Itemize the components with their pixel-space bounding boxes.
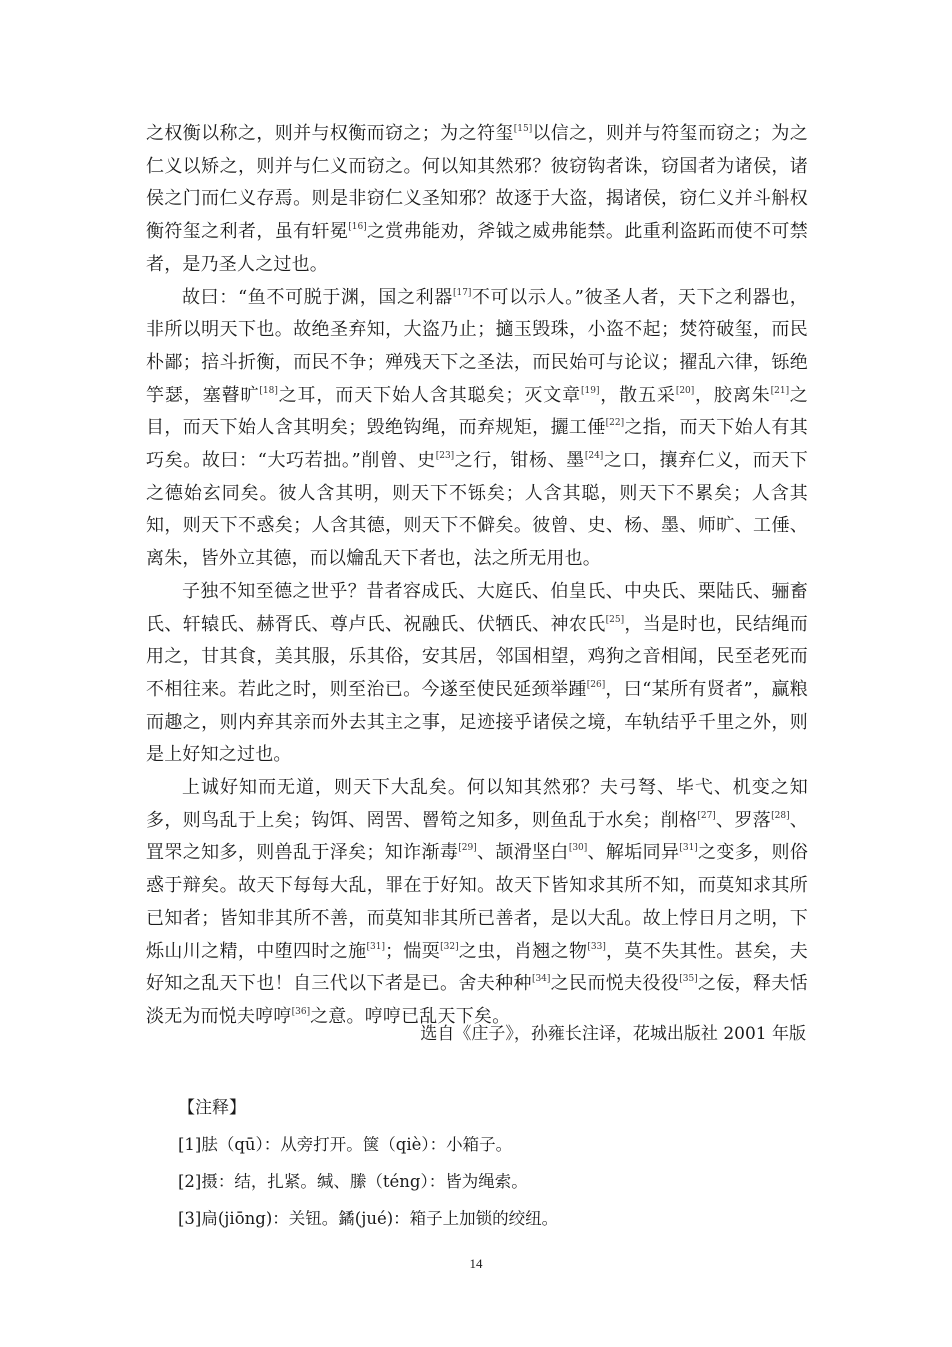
footnote-marker: [17]	[452, 287, 472, 298]
paragraph-text: ，胶离朱	[694, 384, 771, 406]
paragraph-text: 上诚好知而无道，则天下大乱矣。何以知其然邪？夫弓弩、毕弋、机变之知多，则鸟乱于上矣；钩饵、罔罟、罾笱之知多，则鱼乱于水矣；削格	[146, 777, 808, 831]
body-text	[146, 118, 808, 1034]
footnote-marker: [26]	[586, 679, 606, 690]
footnote-marker: [27]	[697, 810, 716, 821]
paragraph-text: 之虫，肖翘之物	[458, 940, 588, 962]
paragraph-text: 之行，钳杨、墨	[454, 450, 585, 472]
paragraph-text: 、颉滑坚白	[476, 842, 569, 864]
paragraph-text: 之佞，释夫恬淡无为而悦夫哼哼	[146, 973, 808, 1027]
note-item: [2]摄：结，扎紧。缄、縢（téng）：皆为绳索。	[178, 1172, 528, 1191]
footnote-marker: [23]	[435, 451, 455, 462]
paragraph-text: 之赏弗能劝，斧钺之威弗能禁。此重利盗跖而使不可禁者，是乃圣人之过也。	[146, 221, 808, 275]
footnote-marker: [25]	[605, 614, 625, 625]
footnote-marker: [34]	[531, 974, 551, 985]
footnote-marker: [16]	[348, 222, 367, 233]
paragraph-text: ，曰“某所有贤者”，赢粮而趣之，则内弃其亲而外去其主之事，足迹接乎诸侯之境，车轨结乎千里之外，则是上好知之过也。	[146, 678, 808, 766]
paragraph-text: ，散五采	[599, 384, 676, 406]
footnote-marker: [31]	[679, 843, 698, 854]
footnote-marker: [21]	[770, 385, 790, 396]
paragraph	[146, 772, 808, 1034]
paragraph-text: ，当是时也，民结绳而用之，甘其食，美其服，乐其俗，安其居，邻国相望，鸡狗之音相闻，民至老死而不相往来。若此之时，则至治已。今遂至使民延颈举踵	[146, 613, 809, 700]
footnote-marker: [15]	[513, 124, 533, 134]
paragraph-text: 不可以示人。”彼圣人者，天下之利器也，非所以明天下也。故绝圣弃知，大盗乃止；擿玉毁珠，小盗不起；焚符破玺，而民朴鄙；掊斗折衡，而民不争；殚残天下之圣法，而民始可与论议；擢乱六律，铄绝竽瑟，塞瞽旷	[146, 286, 808, 406]
paragraph	[146, 118, 808, 282]
paragraph-text: ；惴耎	[384, 940, 441, 962]
footnote-marker: [36]	[291, 1006, 311, 1017]
footnote-marker: [32]	[440, 941, 459, 952]
paragraph-text: 、罝罘之知多，则兽乱于泽矣；知诈渐毒	[146, 809, 808, 864]
paragraph-text: 之权衡以称之，则并与权衡而窃之；为之符玺	[146, 123, 514, 144]
source-citation: 选自《庄子》，孙雍长注译，花城出版社 2001 年版	[420, 1024, 806, 1044]
paragraph-text: 之民而悦夫役役	[550, 973, 680, 995]
paragraph	[146, 282, 808, 576]
footnote-marker: [18]	[259, 385, 278, 396]
paragraph-text: 、罗落	[715, 809, 772, 831]
paragraph-text: 之口，攘弃仁义，而天下之德始玄同矣。彼人含其明，则天下不铄矣；人含其聪，则天下不累矣；人含其知，则天下不惑矣；人含其德，则天下不僻矣。彼曾、史、杨、墨、师旷、工倕、离朱，皆外立其德，而以爚乱天下者也，法之所无用也。	[146, 450, 808, 570]
footnote-marker: [30]	[568, 843, 588, 854]
paragraph-text: 故曰：“鱼不可脱于渊，国之利器	[182, 286, 453, 308]
paragraph	[146, 576, 808, 772]
footnote-marker: [24]	[584, 451, 604, 462]
page-number: 14	[469, 1256, 483, 1271]
paragraph-text: ，莫不失其性。甚矣，夫好知之乱天下也！自三代以下者是已。舍夫种种	[146, 940, 808, 995]
footnote-marker: [19]	[581, 385, 600, 396]
paragraph-text: 之目，而天下始人含其明矣；毁绝钩绳，而弃规矩，攦工倕	[146, 384, 808, 439]
footnote-marker: [31]	[366, 941, 385, 952]
note-item: [3]扃(jiōng)：关钮。鐍(jué)：箱子上加锁的绞纽。	[178, 1209, 559, 1228]
footnote-marker: [33]	[587, 941, 606, 952]
footnote-marker: [22]	[605, 418, 625, 429]
paragraph-text: 、解垢同异	[587, 842, 680, 864]
notes-section	[178, 1095, 798, 1243]
notes-title: 【注释】	[178, 1098, 246, 1118]
paragraph-text: 以信之，则并与符玺而窃之；为之仁义以矫之，则并与仁义而窃之。何以知其然邪？彼窃钩者诛，窃国者为诸侯，诸侯之门而仁义存焉。则是非窃仁义圣知邪？故逐于大盗，揭诸侯，窃仁义并斗斛权衡符玺之利者，虽有轩冕	[146, 123, 809, 243]
paragraph-text: 之变多，则俗惑于辩矣。故天下每每大乱，罪在于好知。故天下皆知求其所不知，而莫知求其所已知者；皆知非其所不善，而莫知非其所已善者，是以大乱。故上悖日月之明，下烁山川之精，中堕四时之施	[146, 842, 809, 962]
note-item: [1]胠（qū）：从旁打开。箧（qiè）：小箱子。	[178, 1135, 513, 1154]
paragraph-text: 之意。哼哼已乱天下矣。	[310, 1005, 511, 1027]
paragraph-text: 之耳，而天下始人含其聪矣；灭文章	[277, 384, 582, 406]
footnote-marker: [29]	[458, 843, 477, 854]
footnote-marker: [28]	[771, 810, 790, 821]
footnote-marker: [35]	[679, 974, 698, 985]
paragraph-text: 之指，而天下始人有其巧矣。故曰：“大巧若拙。”削曾、史	[146, 417, 809, 472]
paragraph-text: 子独不知至德之世乎？昔者容成氏、大庭氏、伯皇氏、中央氏、栗陆氏、骊畜氏、轩辕氏、赫胥氏、尊卢氏、祝融氏、伏牺氏、神农氏	[146, 580, 808, 635]
footnote-marker: [20]	[675, 385, 695, 396]
